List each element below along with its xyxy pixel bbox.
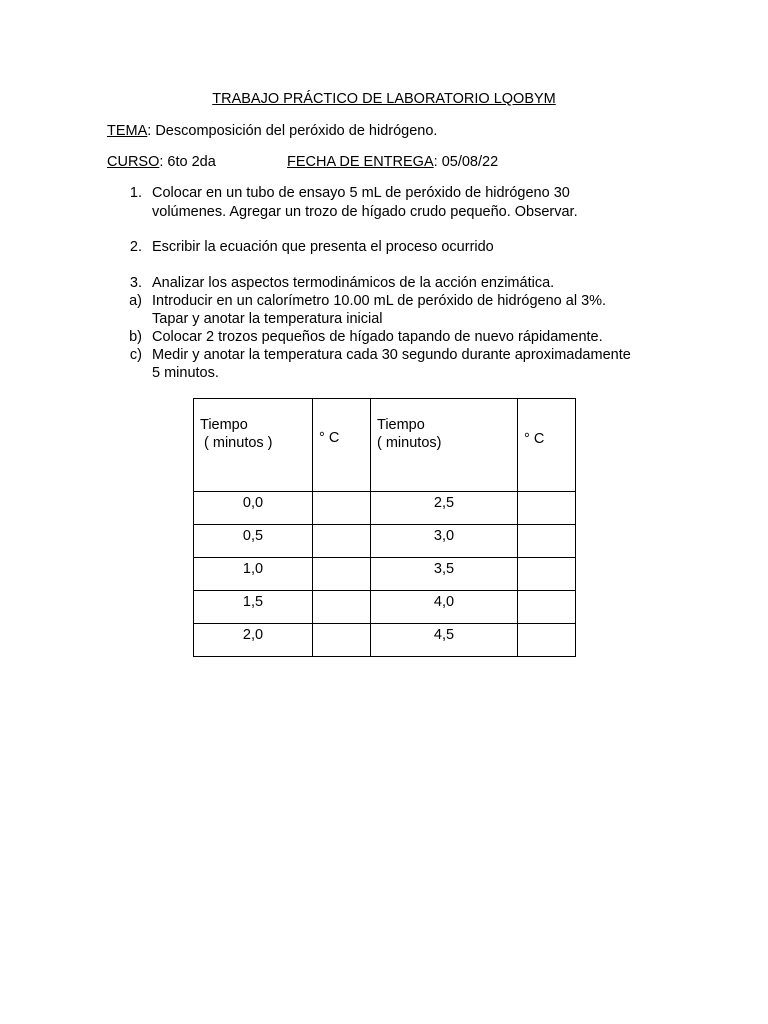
time-cell: 0,5 — [194, 525, 313, 558]
list-text: 5 minutos. — [152, 365, 219, 381]
temperature-cell[interactable] — [313, 591, 371, 624]
list-marker: a) — [129, 293, 142, 309]
header-tiempo-1 — [194, 399, 313, 492]
list-text: Colocar 2 trozos pequeños de hígado tapando de nuevo rápidamente. — [152, 329, 603, 345]
list-marker: 2. — [129, 239, 142, 255]
time-cell: 2,5 — [371, 492, 518, 525]
temperature-cell[interactable] — [518, 525, 576, 558]
header-tiempo-2-line2: ( minutos) — [377, 435, 442, 451]
time-cell: 4,0 — [371, 591, 518, 624]
temperature-cell[interactable] — [518, 492, 576, 525]
time-cell: 0,0 — [194, 492, 313, 525]
time-cell: 3,5 — [371, 558, 518, 591]
list-marker: b) — [129, 329, 142, 345]
temperature-cell[interactable] — [313, 492, 371, 525]
time-cell: 4,5 — [371, 624, 518, 657]
table-row — [194, 624, 576, 657]
list-marker: 3. — [129, 275, 142, 291]
temperature-cell[interactable] — [313, 558, 371, 591]
fecha-line — [287, 154, 498, 170]
time-cell: 2,0 — [194, 624, 313, 657]
time-cell: 3,0 — [371, 525, 518, 558]
time-cell: 1,0 — [194, 558, 313, 591]
list-marker: 1. — [129, 185, 142, 201]
curso-line — [107, 154, 216, 170]
curso-value: : 6to 2da — [159, 154, 216, 170]
fecha-value: : 05/08/22 — [433, 154, 499, 170]
curso-label: CURSO — [107, 154, 160, 170]
document-title: TRABAJO PRÁCTICO DE LABORATORIO LQOBYM — [212, 91, 556, 107]
list-marker: c) — [129, 347, 142, 363]
header-degrees-1 — [313, 399, 371, 492]
tema-label: TEMA — [107, 123, 148, 139]
table-row — [194, 591, 576, 624]
temperature-cell[interactable] — [518, 591, 576, 624]
list-text: Analizar los aspectos termodinámicos de la acción enzimática. — [152, 275, 555, 291]
list-text: Medir y anotar la temperatura cada 30 segundo durante aproximadamente — [152, 347, 631, 363]
time-cell: 1,5 — [194, 591, 313, 624]
temperature-cell[interactable] — [518, 624, 576, 657]
table-row — [194, 492, 576, 525]
list-text: Escribir la ecuación que presenta el proceso ocurrido — [152, 239, 494, 255]
header-degrees-2-text: ° C — [524, 431, 545, 447]
temperature-cell[interactable] — [313, 624, 371, 657]
temperature-table — [193, 398, 576, 657]
tema-value: : Descomposición del peróxido de hidrógeno. — [147, 123, 438, 139]
list-text: Colocar en un tubo de ensayo 5 mL de peróxido de hidrógeno 30 — [152, 185, 570, 201]
header-degrees-2 — [518, 399, 576, 492]
temperature-cell[interactable] — [313, 525, 371, 558]
header-tiempo-2-line1: Tiempo — [377, 417, 425, 433]
temperature-cell[interactable] — [518, 558, 576, 591]
list-text: Introducir en un calorímetro 10.00 mL de peróxido de hidrógeno al 3%. — [152, 293, 607, 309]
table-header-row — [194, 399, 576, 492]
header-tiempo-1-line2: ( minutos ) — [200, 435, 273, 451]
header-tiempo-2 — [371, 399, 518, 492]
table-row — [194, 558, 576, 591]
tema-line — [107, 123, 437, 139]
fecha-label: FECHA DE ENTREGA — [287, 154, 434, 170]
header-degrees-1-text: ° C — [319, 430, 340, 446]
table-row — [194, 525, 576, 558]
header-tiempo-1-line1: Tiempo — [200, 417, 248, 433]
list-text: Tapar y anotar la temperatura inicial — [152, 311, 383, 327]
list-text: volúmenes. Agregar un trozo de hígado crudo pequeño. Observar. — [152, 204, 578, 220]
